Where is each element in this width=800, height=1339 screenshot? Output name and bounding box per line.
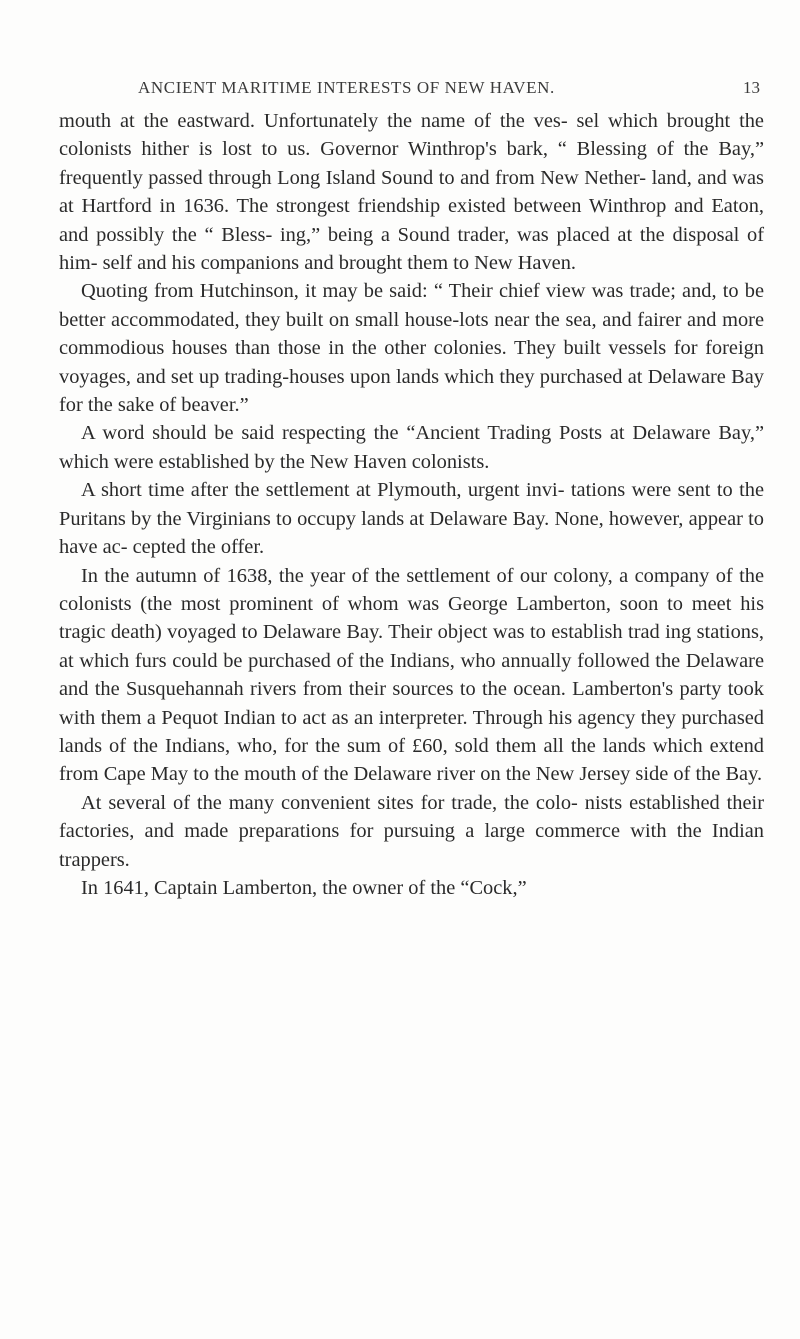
page-number: 13 [743,78,760,97]
paragraph-autumn-1638: In the autumn of 1638, the year of the settlement of our colony, a company of the colonists (the most prominent of whom was George Lamberton, soon to meet his tragic death) voyaged to Delaware Bay. Their object was to establish trad ing stations, at which furs could be purchased of the Indians, who annually followed the Delaware and the Susquehannah rivers from their sources to the ocean. Lamberton's party took with them a Pequot Indian to act as an interpreter. Through his agency they purchased lands of the Indians, who, for the sum of £60, sold them all the lands which extend from Cape May to the mouth of the Delaware river on the New Jersey side of the Bay. [59,564,764,786]
body-text [59,107,764,902]
paragraph-continued: mouth at the eastward. Unfortunately the name of the ves- sel which brought the colonists hither is lost to us. Governor Winthrop's bark, “ Blessing of the Bay,” frequently passed through Long Island Sound to and from New Nether- land, and was at Hartford in 1636. The strongest friendship existed between Winthrop and Eaton, and possibly the “ Bless- ing,” being a Sound trader, was placed at the disposal of him- self and his companions and brought them to New Haven. [59,110,764,275]
paragraph-factories: At several of the many convenient sites for trade, the colo- nists established their factories, and made preparations for pursuing a large commerce with the Indian trappers. [59,791,764,871]
paragraph-plymouth-invitations: A short time after the settlement at Plymouth, urgent invi- tations were sent to the Puritans by the Virginians to occupy lands at Delaware Bay. None, however, appear to have ac- cepted the offer. [59,479,764,559]
running-head [138,78,760,102]
paragraph-1641: In 1641, Captain Lamberton, the owner of the “Cock,” [81,876,527,899]
paragraph-trading-posts: A word should be said respecting the “Ancient Trading Posts at Delaware Bay,” which were established by the New Haven colonists. [59,422,764,473]
running-title: ANCIENT MARITIME INTERESTS OF NEW HAVEN. [138,78,555,97]
paragraph-hutchinson-quote: Quoting from Hutchinson, it may be said: “ Their chief view was trade; and, to be better accommodated, they built on small house-lots near the sea, and fairer and more commodious houses than those in the other colonies. They built vessels for foreign voyages, and set up trading-houses upon lands which they purchased at Delaware Bay for the sake of beaver.” [59,280,764,417]
